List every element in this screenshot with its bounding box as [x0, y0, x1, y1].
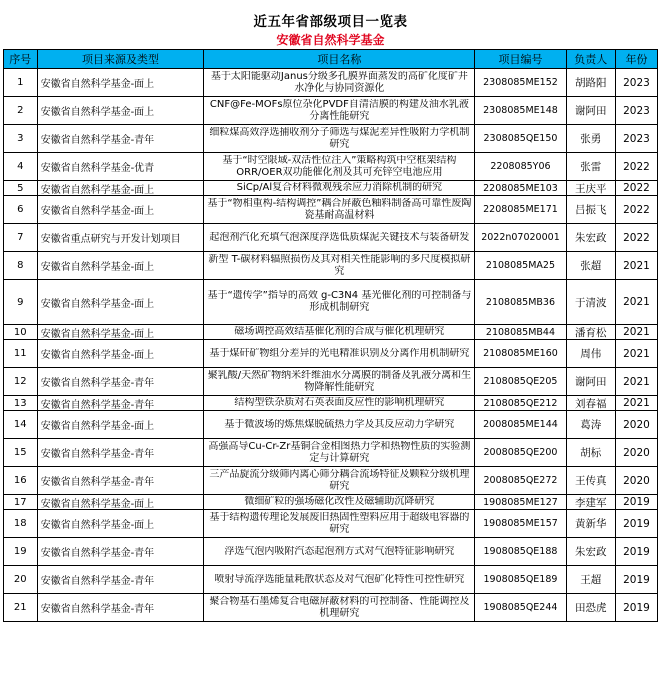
row-index-cell-text: 10 — [13, 326, 27, 338]
table-row — [4, 510, 658, 538]
project-code-cell — [475, 181, 566, 196]
column-header-person: 负责人 — [566, 50, 615, 69]
project-code-cell-text: 2108085ME160 — [483, 348, 558, 359]
project-name-cell — [204, 594, 475, 622]
project-source-cell — [37, 340, 204, 368]
column-header-code: 项目编号 — [475, 50, 566, 69]
project-year-cell-text: 2019 — [623, 601, 650, 614]
project-year-cell — [615, 594, 657, 622]
project-year-cell-text: 2020 — [623, 418, 650, 431]
project-year-cell-text: 2022 — [623, 182, 650, 194]
table-row — [4, 411, 658, 439]
project-source-cell-text: 安徽省自然科学基金-面上 — [40, 520, 155, 531]
project-code-cell-text: 2308085ME148 — [483, 105, 558, 116]
table-row — [4, 181, 658, 196]
row-index-cell — [4, 224, 38, 252]
project-source-cell-text: 安徽省自然科学基金-青年 — [40, 477, 155, 488]
project-year-cell — [615, 224, 657, 252]
project-year-cell-text: 2021 — [623, 347, 650, 360]
project-code-cell-text: 2208085ME171 — [483, 204, 558, 215]
project-leader-cell-text: 胡路阳 — [575, 77, 607, 89]
project-code-cell — [475, 467, 566, 495]
project-name-cell-text: 浮选气泡内吸附汽态起泡剂方式对气泡特征影响研究 — [224, 545, 455, 557]
project-name-cell-text: 三产品旋流分级筛内离心筛分耦合流场特征及颗粒分级机理研究 — [209, 468, 470, 492]
project-name-cell — [204, 411, 475, 439]
project-year-cell — [615, 510, 657, 538]
project-code-cell — [475, 368, 566, 396]
project-code-cell-text: 2008085QE272 — [483, 475, 558, 486]
project-year-cell-text: 2023 — [623, 76, 650, 89]
project-code-cell-text: 2008085ME144 — [483, 419, 558, 430]
project-name-cell — [204, 510, 475, 538]
project-year-cell — [615, 566, 657, 594]
table-row — [4, 439, 658, 467]
row-index-cell — [4, 69, 38, 97]
project-name-cell — [204, 252, 475, 280]
project-code-cell — [475, 538, 566, 566]
project-year-cell — [615, 467, 657, 495]
project-source-cell-text: 安徽省自然科学基金-面上 — [40, 499, 155, 509]
project-code-cell-text: 2022n07020001 — [481, 232, 560, 243]
project-leader-cell-text: 黄新华 — [575, 518, 607, 530]
project-leader-cell — [566, 280, 615, 325]
project-source-cell — [37, 125, 204, 153]
project-source-cell-text: 安徽省自然科学基金-面上 — [40, 262, 155, 273]
column-header-year: 年份 — [615, 50, 657, 69]
project-code-cell-text: 2008085QE200 — [483, 447, 558, 458]
row-index-cell-text: 5 — [17, 182, 24, 194]
project-year-cell — [615, 396, 657, 411]
project-code-cell — [475, 396, 566, 411]
row-index-cell — [4, 181, 38, 196]
project-code-cell — [475, 566, 566, 594]
column-header-index: 序号 — [4, 50, 38, 69]
project-code-cell — [475, 69, 566, 97]
project-code-cell — [475, 125, 566, 153]
row-index-cell — [4, 495, 38, 510]
project-leader-cell-text: 潘育松 — [575, 327, 607, 339]
project-source-cell-text: 安徽省自然科学基金-青年 — [40, 604, 155, 615]
project-leader-cell — [566, 125, 615, 153]
row-index-cell — [4, 280, 38, 325]
project-leader-cell-text: 李建军 — [575, 497, 607, 509]
row-index-cell — [4, 510, 38, 538]
project-name-cell-text: CNF@Fe-MOFs原位杂化PVDF自清洁膜的构建及油水乳液分离性能研究 — [209, 98, 469, 122]
project-source-cell — [37, 196, 204, 224]
project-name-cell-text: 基于“时空限域-双活性位注入”策略构筑中空框架结构ORR/OER双功能催化剂及其可充锌空电池应用 — [222, 154, 457, 178]
project-leader-cell — [566, 252, 615, 280]
table-row — [4, 396, 658, 411]
project-source-cell-text: 安徽省自然科学基金-青年 — [40, 378, 155, 389]
project-year-cell-text: 2021 — [623, 375, 650, 388]
project-leader-cell — [566, 411, 615, 439]
project-source-cell-text: 安徽省自然科学基金-青年 — [40, 400, 155, 410]
project-leader-cell — [566, 153, 615, 181]
project-name-cell-text: 基于结构遗传理论发展废旧热固性塑料应用于超级电容器的研究 — [209, 511, 470, 535]
project-source-cell — [37, 538, 204, 566]
column-header-source: 项目来源及类型 — [37, 50, 204, 69]
project-source-cell-text: 安徽省自然科学基金-面上 — [40, 298, 155, 310]
row-index-cell-text: 18 — [13, 518, 27, 529]
project-source-cell — [37, 396, 204, 411]
project-code-cell — [475, 224, 566, 252]
project-name-cell — [204, 280, 475, 325]
table-row — [4, 69, 658, 97]
project-name-cell-text: SiCp/Al复合材料微观残余应力消除机制的研究 — [236, 182, 443, 193]
project-name-cell — [204, 181, 475, 196]
project-leader-cell-text: 刘春福 — [575, 398, 607, 410]
row-index-cell — [4, 467, 38, 495]
project-name-cell-text: 新型 T-碳材料辐照损伤及其对相关性能影响的多尺度模拟研究 — [208, 253, 471, 277]
project-source-cell-text: 安徽省自然科学基金-面上 — [40, 185, 155, 195]
project-leader-cell — [566, 181, 615, 196]
project-leader-cell — [566, 538, 615, 566]
project-leader-cell — [566, 196, 615, 224]
project-leader-cell — [566, 566, 615, 594]
project-code-cell-text: 2308085QE150 — [483, 133, 558, 144]
row-index-cell-text: 15 — [13, 447, 27, 458]
project-code-cell-text: 1908085ME157 — [483, 518, 558, 529]
table-row — [4, 566, 658, 594]
project-leader-cell — [566, 467, 615, 495]
project-source-cell — [37, 97, 204, 125]
project-year-cell-text: 2021 — [623, 296, 650, 308]
table-row — [4, 538, 658, 566]
project-code-cell — [475, 495, 566, 510]
project-name-cell-text: 聚合物基石墨烯复合电磁屏蔽材料的可控制备、性能调控及机理研究 — [209, 595, 470, 619]
project-code-cell — [475, 97, 566, 125]
project-name-cell — [204, 368, 475, 396]
project-year-cell — [615, 69, 657, 97]
project-leader-cell-text: 谢阿田 — [575, 105, 607, 117]
table-row — [4, 224, 658, 252]
project-source-cell — [37, 280, 204, 325]
row-index-cell-text: 2 — [17, 105, 24, 116]
project-leader-cell-text: 葛涛 — [580, 419, 602, 431]
row-index-cell-text: 19 — [13, 546, 27, 557]
row-index-cell — [4, 340, 38, 368]
project-leader-cell-text: 王庆平 — [575, 183, 607, 195]
project-year-cell-text: 2019 — [623, 496, 650, 508]
project-source-cell — [37, 153, 204, 181]
project-year-cell-text: 2022 — [623, 203, 650, 216]
project-name-cell-text: 细粒煤高效浮选捕收剂分子筛选与煤泥差异性吸附力学机制研究 — [209, 126, 470, 150]
row-index-cell-text: 14 — [13, 419, 27, 430]
project-name-cell — [204, 97, 475, 125]
table-row — [4, 495, 658, 510]
project-name-cell-text: 基于太阳能驱动Janus分级多孔膜界面蒸发的高矿化度矿井水净化与协同资源化 — [210, 70, 468, 94]
row-index-cell — [4, 125, 38, 153]
project-name-cell-text: 基于微波场的炼焦煤脱硫热力学及其反应动力学研究 — [224, 418, 455, 430]
project-leader-cell-text: 王超 — [580, 574, 602, 586]
project-code-cell — [475, 153, 566, 181]
project-source-cell-text: 安徽省自然科学基金-青年 — [40, 576, 155, 587]
row-index-cell — [4, 97, 38, 125]
row-index-cell — [4, 439, 38, 467]
project-source-cell — [37, 368, 204, 396]
project-year-cell — [615, 181, 657, 196]
project-source-cell — [37, 594, 204, 622]
project-year-cell — [615, 538, 657, 566]
project-leader-cell-text: 吕振飞 — [575, 204, 607, 216]
row-index-cell — [4, 538, 38, 566]
project-name-cell — [204, 224, 475, 252]
project-name-cell-text: 高强高导Cu-Cr-Zr基铜合金相图热力学和热物性质的实验测定与计算研究 — [208, 440, 471, 464]
project-source-cell-text: 安徽省自然科学基金-面上 — [40, 350, 155, 361]
project-leader-cell — [566, 224, 615, 252]
project-source-cell — [37, 252, 204, 280]
project-code-cell — [475, 439, 566, 467]
table-row — [4, 368, 658, 396]
project-code-cell-text: 2108085QE205 — [483, 376, 558, 387]
project-year-cell — [615, 411, 657, 439]
project-leader-cell — [566, 439, 615, 467]
project-source-cell-text: 安徽省自然科学基金-面上 — [40, 107, 155, 118]
project-source-cell-text: 安徽省自然科学基金-青年 — [40, 135, 155, 146]
project-leader-cell-text: 于清波 — [575, 296, 607, 309]
row-index-cell — [4, 566, 38, 594]
row-index-cell-text: 16 — [13, 475, 27, 486]
table-row — [4, 252, 658, 280]
row-index-cell — [4, 368, 38, 396]
project-leader-cell-text: 张雷 — [580, 161, 602, 173]
project-year-cell — [615, 97, 657, 125]
project-year-cell-text: 2019 — [623, 545, 650, 558]
row-index-cell-text: 7 — [17, 232, 24, 243]
row-index-cell-text: 12 — [13, 376, 27, 387]
table-header-row — [4, 50, 658, 69]
table-row — [4, 340, 658, 368]
row-index-cell-text: 21 — [13, 602, 27, 613]
row-index-cell-text: 9 — [17, 296, 24, 308]
project-leader-cell — [566, 325, 615, 340]
project-name-cell-text: 结构型铁杂质对石英表面反应性的影响机理研究 — [234, 397, 445, 408]
row-index-cell — [4, 411, 38, 439]
project-leader-cell — [566, 69, 615, 97]
project-code-cell-text: 2208085Y06 — [490, 161, 551, 172]
project-code-cell-text: 1908085ME127 — [483, 496, 558, 508]
project-code-cell — [475, 280, 566, 325]
project-name-cell-text: 磁场调控高效结基催化剂的合成与催化机理研究 — [234, 326, 445, 337]
project-source-cell — [37, 467, 204, 495]
project-year-cell — [615, 280, 657, 325]
project-year-cell — [615, 368, 657, 396]
row-index-cell — [4, 325, 38, 340]
project-year-cell — [615, 439, 657, 467]
project-leader-cell-text: 张超 — [580, 260, 602, 272]
project-source-cell-text: 安徽省自然科学基金-面上 — [40, 79, 155, 90]
project-year-cell — [615, 340, 657, 368]
row-index-cell — [4, 396, 38, 411]
project-year-cell — [615, 495, 657, 510]
project-source-cell-text: 安徽省自然科学基金-面上 — [40, 421, 155, 432]
project-source-cell-text: 安徽省自然科学基金-优青 — [40, 163, 155, 174]
project-leader-cell-text: 朱宏政 — [575, 232, 607, 244]
project-code-cell — [475, 196, 566, 224]
project-year-cell — [615, 125, 657, 153]
project-leader-cell — [566, 510, 615, 538]
row-index-cell — [4, 252, 38, 280]
project-year-cell-text: 2023 — [623, 132, 650, 145]
project-code-cell — [475, 594, 566, 622]
project-year-cell-text: 2019 — [623, 573, 650, 586]
row-index-cell — [4, 594, 38, 622]
project-table — [3, 49, 658, 622]
row-index-cell-text: 6 — [17, 204, 24, 215]
project-source-cell — [37, 439, 204, 467]
project-leader-cell — [566, 594, 615, 622]
project-leader-cell — [566, 495, 615, 510]
row-index-cell — [4, 153, 38, 181]
project-year-cell-text: 2020 — [623, 446, 650, 459]
table-row — [4, 153, 658, 181]
project-code-cell-text: 2308085ME152 — [483, 77, 558, 88]
project-year-cell — [615, 325, 657, 340]
project-source-cell — [37, 224, 204, 252]
page-title: 近五年省部级项目一览表 — [253, 14, 408, 30]
project-code-cell-text: 2208085ME103 — [483, 182, 558, 194]
project-leader-cell-text: 朱宏政 — [575, 546, 607, 558]
project-name-cell — [204, 396, 475, 411]
page-subtitle: 安徽省自然科学基金 — [276, 33, 385, 47]
project-source-cell-text: 安徽省自然科学基金-面上 — [40, 206, 155, 217]
project-name-cell — [204, 566, 475, 594]
project-source-cell-text: 安徽省自然科学基金-青年 — [40, 548, 155, 559]
row-index-cell-text: 11 — [13, 348, 27, 359]
project-leader-cell-text: 周伟 — [580, 348, 602, 360]
project-name-cell — [204, 467, 475, 495]
project-name-cell-text: 微细矿粒的强场磁化改性及磁辅助沉降研究 — [244, 496, 435, 507]
project-year-cell-text: 2022 — [623, 231, 650, 244]
project-name-cell-text: 聚乳酸/天然矿物纳米纤维油水分离膜的制备及乳液分离和生物降解性能研究 — [207, 369, 472, 393]
row-index-cell-text: 17 — [13, 496, 27, 508]
project-leader-cell-text: 田恐虎 — [575, 602, 607, 614]
project-name-cell — [204, 196, 475, 224]
row-index-cell-text: 20 — [13, 574, 27, 585]
project-year-cell-text: 2023 — [623, 104, 650, 117]
project-year-cell — [615, 252, 657, 280]
row-index-cell-text: 4 — [17, 161, 24, 172]
project-name-cell-text: 起泡剂汽化充填气泡深度浮选低质煤泥关键技术与装备研发 — [209, 231, 470, 243]
project-code-cell-text: 2108085MB36 — [485, 296, 556, 308]
project-name-cell — [204, 340, 475, 368]
project-code-cell-text: 2108085MB44 — [485, 326, 556, 338]
project-leader-cell-text: 张勇 — [580, 133, 602, 145]
project-year-cell-text: 2021 — [623, 326, 650, 338]
project-year-cell-text: 2019 — [623, 517, 650, 530]
project-name-cell — [204, 69, 475, 97]
project-year-cell-text: 2022 — [623, 160, 650, 173]
project-leader-cell-text: 胡标 — [580, 447, 602, 459]
row-index-cell-text: 3 — [17, 133, 24, 144]
project-leader-cell-text: 王传真 — [575, 475, 607, 487]
project-name-cell-text: 基于“物相重构-结构调控”耦合屏蔽色釉料制备高可靠性废陶瓷基耐高温材料 — [207, 197, 472, 221]
project-code-cell-text: 2108085MA25 — [485, 260, 556, 271]
table-row — [4, 594, 658, 622]
project-year-cell — [615, 153, 657, 181]
row-index-cell — [4, 196, 38, 224]
project-source-cell — [37, 510, 204, 538]
project-source-cell-text: 安徽省重点研究与开发计划项目 — [40, 234, 181, 245]
project-source-cell — [37, 495, 204, 510]
project-code-cell-text: 1908085QE244 — [483, 602, 558, 613]
project-code-cell-text: 1908085QE188 — [483, 546, 558, 557]
row-index-cell-text: 1 — [17, 77, 24, 88]
project-name-cell-text: 喷射导流浮选能量耗散状态及对气泡矿化特性可控性研究 — [214, 573, 465, 585]
project-leader-cell — [566, 368, 615, 396]
project-code-cell-text: 2108085QE212 — [483, 397, 558, 409]
project-code-cell — [475, 510, 566, 538]
project-name-cell — [204, 153, 475, 181]
table-row — [4, 280, 658, 325]
project-source-cell — [37, 411, 204, 439]
table-row — [4, 97, 658, 125]
table-row — [4, 196, 658, 224]
project-leader-cell — [566, 340, 615, 368]
column-header-name: 项目名称 — [204, 50, 475, 69]
project-source-cell — [37, 325, 204, 340]
project-year-cell-text: 2021 — [623, 397, 650, 409]
project-code-cell — [475, 340, 566, 368]
project-source-cell — [37, 566, 204, 594]
project-name-cell-text: 基于煤矸矿物组分差异的光电精准识别及分离作用机制研究 — [209, 347, 470, 359]
table-row — [4, 125, 658, 153]
project-year-cell — [615, 196, 657, 224]
project-name-cell — [204, 439, 475, 467]
project-name-cell — [204, 495, 475, 510]
project-name-cell — [204, 325, 475, 340]
project-code-cell — [475, 252, 566, 280]
row-index-cell-text: 13 — [13, 397, 27, 409]
project-year-cell-text: 2020 — [623, 474, 650, 487]
project-code-cell-text: 1908085QE189 — [483, 574, 558, 585]
row-index-cell-text: 8 — [17, 260, 24, 271]
table-row — [4, 325, 658, 340]
project-year-cell-text: 2021 — [623, 259, 650, 272]
project-source-cell — [37, 69, 204, 97]
project-source-cell-text: 安徽省自然科学基金-青年 — [40, 449, 155, 460]
project-leader-cell-text: 谢阿田 — [575, 376, 607, 388]
project-source-cell — [37, 181, 204, 196]
project-name-cell — [204, 538, 475, 566]
project-code-cell — [475, 325, 566, 340]
project-leader-cell — [566, 97, 615, 125]
table-row — [4, 467, 658, 495]
project-name-cell-text: 基于“遗传学”指导的高效 g-C3N4 基光催化剂的可控制备与形成机制研究 — [207, 290, 472, 313]
project-leader-cell — [566, 396, 615, 411]
project-name-cell — [204, 125, 475, 153]
project-source-cell-text: 安徽省自然科学基金-面上 — [40, 329, 155, 339]
project-code-cell — [475, 411, 566, 439]
